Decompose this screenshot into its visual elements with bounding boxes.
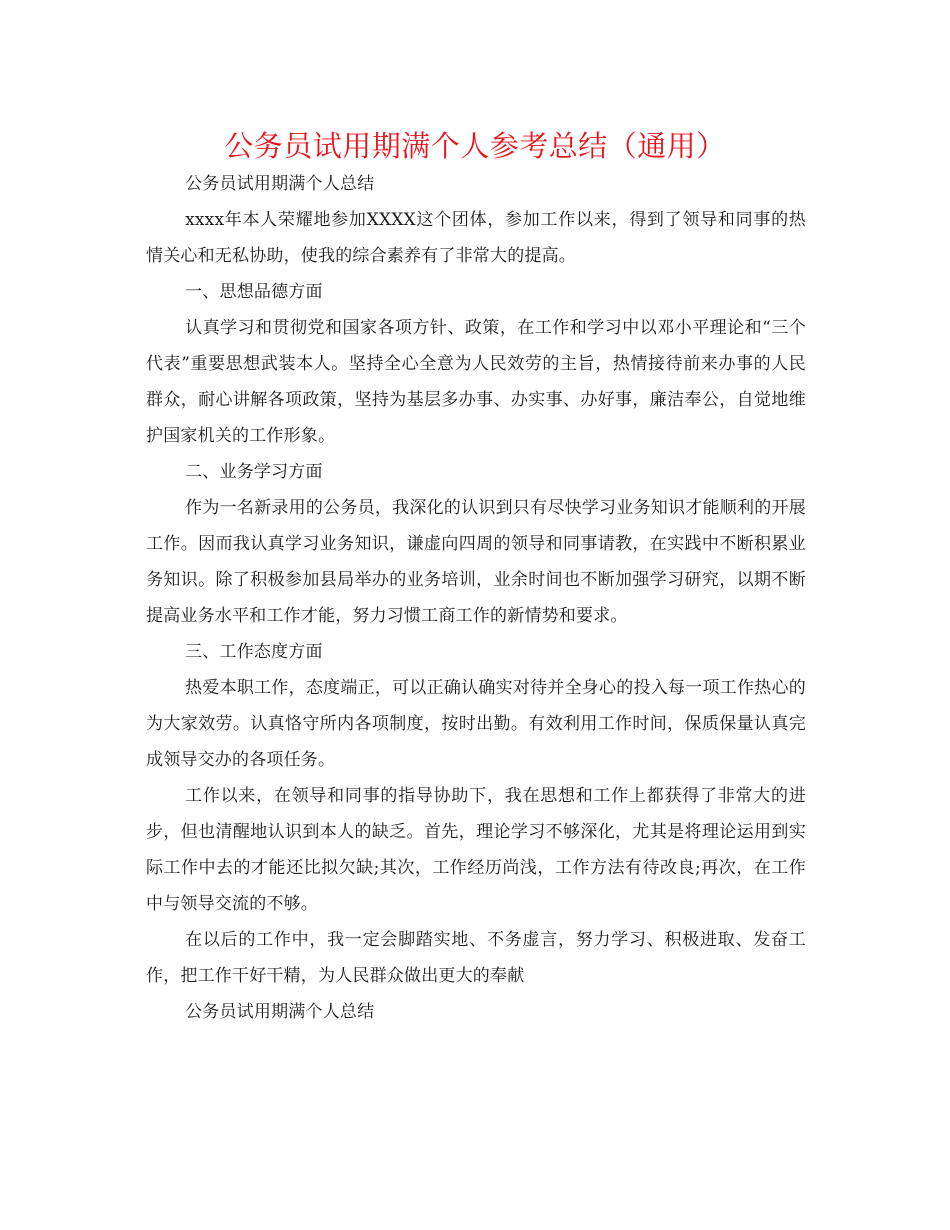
attitude-paragraph: 热爱本职工作，态度端正，可以正确认确实对待并全身心的投入每一项工作热心的为大家效劳。认真恪守所内各项制度，按时出勤。有效利用工作时间，保质保量认真完成领导交办的各项任务。 (146, 678, 806, 770)
closing-subtitle-paragraph: 公务员试用期满个人总结 (185, 1002, 375, 1022)
subtitle-paragraph: 公务员试用期满个人总结 (185, 174, 375, 194)
document-body (146, 166, 806, 1030)
section-heading-attitude: 三、工作态度方面 (185, 642, 323, 662)
section-heading-study: 二、业务学习方面 (185, 462, 323, 482)
intro-paragraph: xxxx年本人荣耀地参加XXXX这个团体，参加工作以来，得到了领导和同事的热情关心和无私协助，使我的综合素养有了非常大的提高。 (146, 210, 806, 266)
section-heading-ideology: 一、思想品德方面 (185, 282, 323, 302)
shortcomings-paragraph: 工作以来，在领导和同事的指导协助下，我在思想和工作上都获得了非常大的进步，但也清醒地认识到本人的缺乏。首先，理论学习不够深化，尤其是将理论运用到实际工作中去的才能还比拟欠缺;其次，工作经历尚浅，工作方法有待改良;再次，在工作中与领导交流的不够。 (146, 786, 806, 914)
document-title: 公务员试用期满个人参考总结（通用） (224, 129, 726, 163)
study-paragraph: 作为一名新录用的公务员，我深化的认识到只有尽快学习业务知识才能顺利的开展工作。因而我认真学习业务知识，谦虚向四周的领导和同事请教，在实践中不断积累业务知识。除了积极参加县局举办的业务培训，业余时间也不断加强学习研究，以期不断提高业务水平和工作才能，努力习惯工商工作的新情势和要求。 (146, 498, 806, 626)
ideology-paragraph: 认真学习和贯彻党和国家各项方针、政策，在工作和学习中以邓小平理论和“三个代表”重要思想武装本人。坚持全心全意为人民效劳的主旨，热情接待前来办事的人民群众，耐心讲解各项政策，坚持为基层多办事、办实事、办好事，廉洁奉公，自觉地维护国家机关的工作形象。 (146, 318, 806, 446)
future-paragraph: 在以后的工作中，我一定会脚踏实地、不务虚言，努力学习、积极进取、发奋工作，把工作干好干精，为人民群众做出更大的奉献 (146, 930, 806, 986)
